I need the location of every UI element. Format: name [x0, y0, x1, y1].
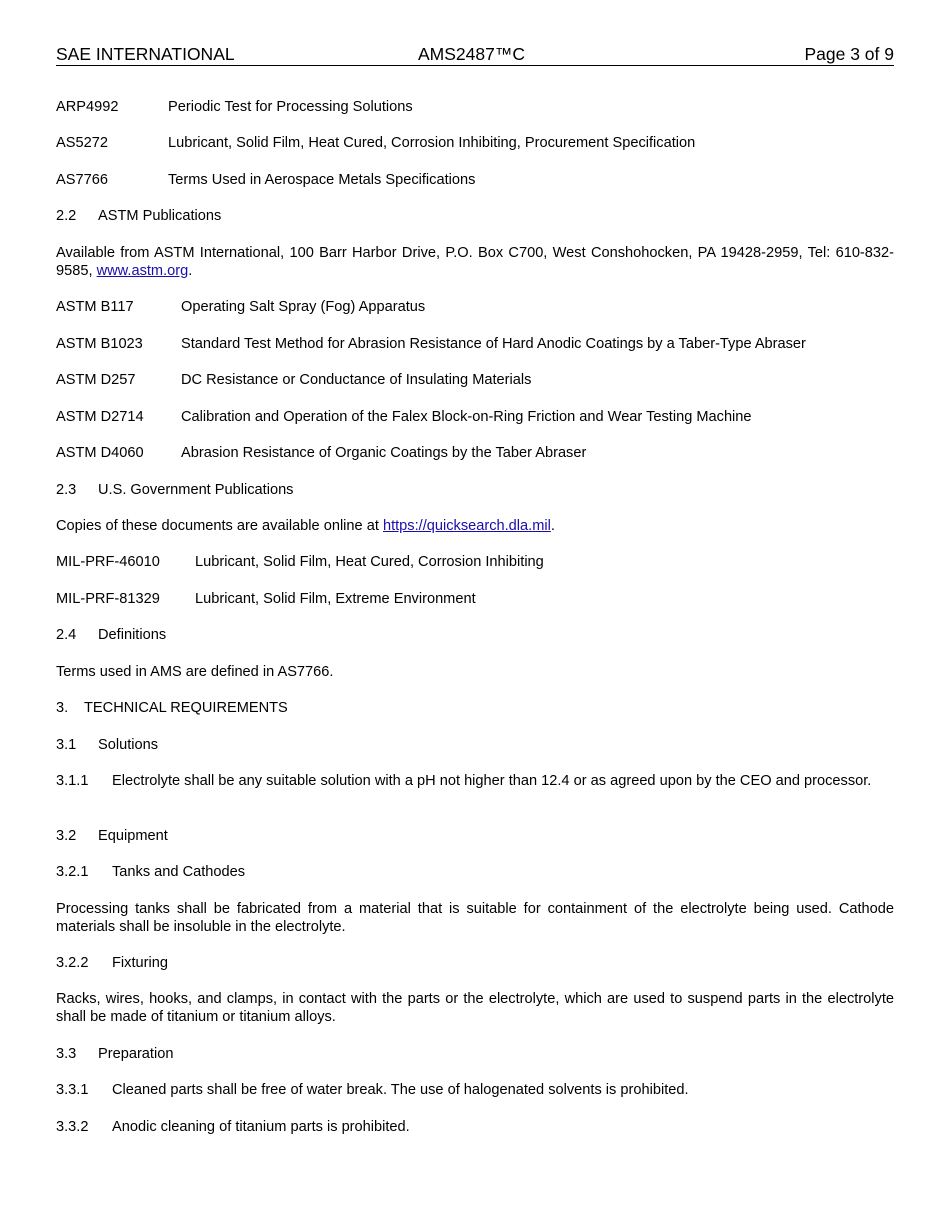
section-title: Definitions [98, 627, 167, 643]
reference-code: ASTM D4060 [56, 445, 144, 461]
reference-title: Terms Used in Aerospace Metals Specifications [168, 172, 476, 188]
reference-title: Lubricant, Solid Film, Heat Cured, Corrosion Inhibiting [195, 554, 544, 570]
section-number: 2.3 [56, 482, 77, 498]
section-number: 3. [56, 700, 69, 716]
section-title: Equipment [98, 828, 168, 844]
tanks-cathodes-paragraph: Processing tanks shall be fabricated from a material that is suitable for containment of the electrolyte being used. Cathode materials shall be insoluble in the electrolyte. [56, 901, 894, 935]
header-page-number: Page 3 of 9 [804, 44, 894, 64]
reference-title: Abrasion Resistance of Organic Coatings by the Taber Abraser [181, 445, 587, 461]
reference-code: AS5272 [56, 135, 108, 151]
section-title: TECHNICAL REQUIREMENTS [84, 700, 288, 716]
availability-text: Copies of these documents are available online at [56, 518, 379, 534]
header-org: SAE INTERNATIONAL [56, 44, 235, 64]
section-number: 3.1.1 [56, 773, 89, 789]
availability-end: . [550, 518, 555, 534]
reference-code: AS7766 [56, 172, 108, 188]
fixturing-paragraph: Racks, wires, hooks, and clamps, in contact with the parts or the electrolyte, which are used to suspend parts in the electrolyte shall be made of titanium or titanium alloys. [56, 991, 894, 1025]
reference-code: ASTM D2714 [56, 409, 144, 425]
reference-title: Operating Salt Spray (Fog) Apparatus [181, 299, 426, 315]
section-title: Solutions [98, 737, 159, 753]
section-number: 3.1 [56, 737, 77, 753]
section-number: 2.4 [56, 627, 77, 643]
section-title: U.S. Government Publications [98, 482, 294, 498]
availability-end: . [188, 263, 193, 279]
section-title: Fixturing [112, 955, 168, 971]
reference-title: Calibration and Operation of the Falex Block-on-Ring Friction and Wear Testing Machine [181, 409, 752, 425]
header-doc-id: AMS2487™C [418, 44, 525, 64]
section-3-1-1 [56, 772, 894, 808]
reference-title: DC Resistance or Conductance of Insulating Materials [181, 372, 532, 388]
reference-code: MIL-PRF-81329 [56, 591, 160, 607]
gov-availability-paragraph [56, 517, 894, 535]
section-number: 2.2 [56, 208, 77, 224]
section-number: 3.2.2 [56, 955, 89, 971]
reference-code: ASTM B1023 [56, 336, 143, 352]
section-text: Anodic cleaning of titanium parts is prohibited. [112, 1119, 410, 1135]
page-header [56, 44, 894, 66]
reference-code: MIL-PRF-46010 [56, 554, 160, 570]
section-title: ASTM Publications [98, 208, 222, 224]
section-title: Tanks and Cathodes [112, 864, 246, 880]
reference-code: ARP4992 [56, 99, 119, 115]
section-text: Cleaned parts shall be free of water break. The use of halogenated solvents is prohibited. [112, 1082, 689, 1098]
reference-code: ASTM B117 [56, 299, 134, 315]
reference-title: Standard Test Method for Abrasion Resistance of Hard Anodic Coatings by a Taber-Type Abraser [181, 336, 806, 352]
astm-website-link[interactable]: www.astm.org [96, 263, 189, 279]
availability-text: Available from ASTM International, 100 Barr Harbor Drive, P.O. Box C700, West Conshohocken, PA 19428-2959, Tel: 610-832-9585, [56, 245, 894, 279]
section-number: 3.2.1 [56, 864, 89, 880]
reference-title: Periodic Test for Processing Solutions [168, 99, 413, 115]
section-text: Electrolyte shall be any suitable solution with a pH not higher than 12.4 or as agreed upon by the CEO and processor. [112, 773, 872, 789]
section-number: 3.2 [56, 828, 77, 844]
section-number: 3.3.1 [56, 1082, 89, 1098]
reference-code: ASTM D257 [56, 372, 136, 388]
quicksearch-link[interactable]: https://quicksearch.dla.mil [382, 518, 551, 534]
section-title: Preparation [98, 1046, 174, 1062]
definitions-paragraph: Terms used in AMS are defined in AS7766. [56, 664, 334, 680]
section-number: 3.3.2 [56, 1119, 89, 1135]
reference-title: Lubricant, Solid Film, Extreme Environment [195, 591, 476, 607]
section-number: 3.3 [56, 1046, 77, 1062]
reference-title: Lubricant, Solid Film, Heat Cured, Corrosion Inhibiting, Procurement Specification [168, 135, 696, 151]
astm-availability-paragraph [56, 244, 894, 280]
